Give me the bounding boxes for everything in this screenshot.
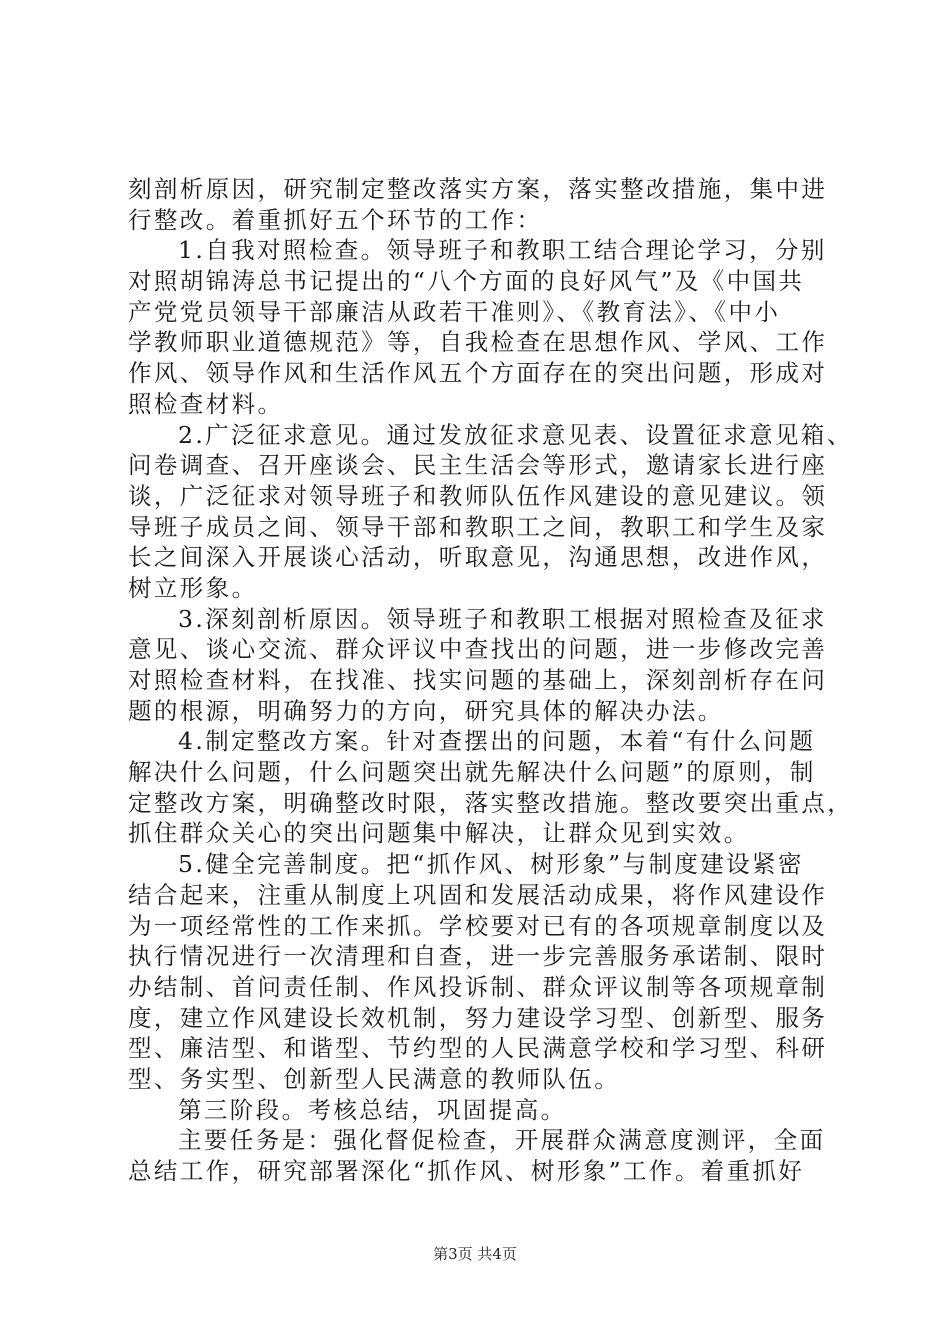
- text-line: 学教师职业道德规范》等，自我检查在思想作风、学风、工作: [128, 328, 828, 357]
- text-line: 执行情况进行一次清理和自查，进一步完善服务承诺制、限时: [128, 942, 828, 971]
- paragraph-start-line: 2.广泛征求意见。通过发放征求意见表、设置征求意见箱、: [178, 420, 853, 449]
- text-line: 照检查材料。: [128, 389, 284, 418]
- paragraph-start-line: 4.制定整改方案。针对查摆出的问题，本着“有什么问题: [178, 727, 816, 756]
- text-line: 树立形象。: [128, 573, 258, 602]
- text-line: 问卷调查、召开座谈会、民主生活会等形式，邀请家长进行座: [128, 451, 828, 480]
- section-heading-line: 第三阶段。考核总结，巩固提高。: [178, 1095, 567, 1124]
- text-line: 行整改。着重抓好五个环节的工作：: [128, 205, 543, 234]
- text-line: 办结制、首问责任制、作风投诉制、群众评议制等各项规章制: [128, 972, 828, 1001]
- text-line: 总结工作，研究部署深化“抓作风、树形象”工作。着重抓好: [128, 1157, 805, 1185]
- text-line: 作风、领导作风和生活作风五个方面存在的突出问题，形成对: [128, 359, 828, 388]
- paragraph-start-line: 3.深刻剖析原因。领导班子和教职工根据对照检查及征求: [178, 604, 827, 633]
- text-line: 题的根源，明确努力的方向，研究具体的解决办法。: [128, 696, 724, 725]
- text-line: 产党党员领导干部廉洁从政若干准则》、《教育法》、《中小: [128, 297, 781, 326]
- text-line: 型、务实型、创新型人民满意的教师队伍。: [128, 1064, 621, 1093]
- text-line: 结合起来，注重从制度上巩固和发展活动成果，将作风建设作: [128, 880, 828, 909]
- text-line: 刻剖析原因，研究制定整改落实方案，落实整改措施，集中进: [128, 175, 828, 203]
- text-line: 意见、谈心交流、群众评议中查找出的问题，进一步修改完善: [128, 635, 828, 664]
- text-line: 解决什么问题，什么问题突出就先解决什么问题”的原则，制: [128, 758, 816, 787]
- text-line: 对照胡锦涛总书记提出的“八个方面的良好风气”及《中国共: [128, 267, 805, 296]
- text-line: 为一项经常性的工作来抓。学校要对已有的各项规章制度以及: [128, 911, 828, 940]
- paragraph-start-line: 1.自我对照检查。领导班子和教职工结合理论学习，分别: [178, 236, 827, 265]
- text-line: 定整改方案，明确整改时限，落实整改措施。整改要突出重点，: [128, 788, 854, 817]
- text-line: 谈，广泛征求对领导班子和教师队伍作风建设的意见建议。领: [128, 481, 828, 510]
- page-number-label: 第3页 共4页: [433, 1245, 517, 1263]
- paragraph-start-line: 5.健全完善制度。把“抓作风、树形象”与制度建设紧密: [178, 850, 804, 879]
- text-line: 导班子成员之间、领导干部和教职工之间，教职工和学生及家: [128, 512, 828, 541]
- text-line: 抓住群众关心的突出问题集中解决，让群众见到实效。: [128, 819, 750, 848]
- body-text: [128, 174, 854, 1187]
- text-line: 对照检查材料，在找准、找实问题的基础上，深刻剖析存在问: [128, 666, 828, 694]
- text-line: 型、廉洁型、和谐型、节约型的人民满意学校和学习型、科研: [128, 1034, 828, 1063]
- paragraph-start-line: 主要任务是：强化督促检查，开展群众满意度测评，全面: [178, 1126, 826, 1155]
- text-line: 度，建立作风建设长效机制，努力建设学习型、创新型、服务: [128, 1003, 828, 1032]
- page-footer: [0, 1243, 950, 1264]
- text-line: 长之间深入开展谈心活动，听取意见，沟通思想，改进作风，: [128, 543, 828, 572]
